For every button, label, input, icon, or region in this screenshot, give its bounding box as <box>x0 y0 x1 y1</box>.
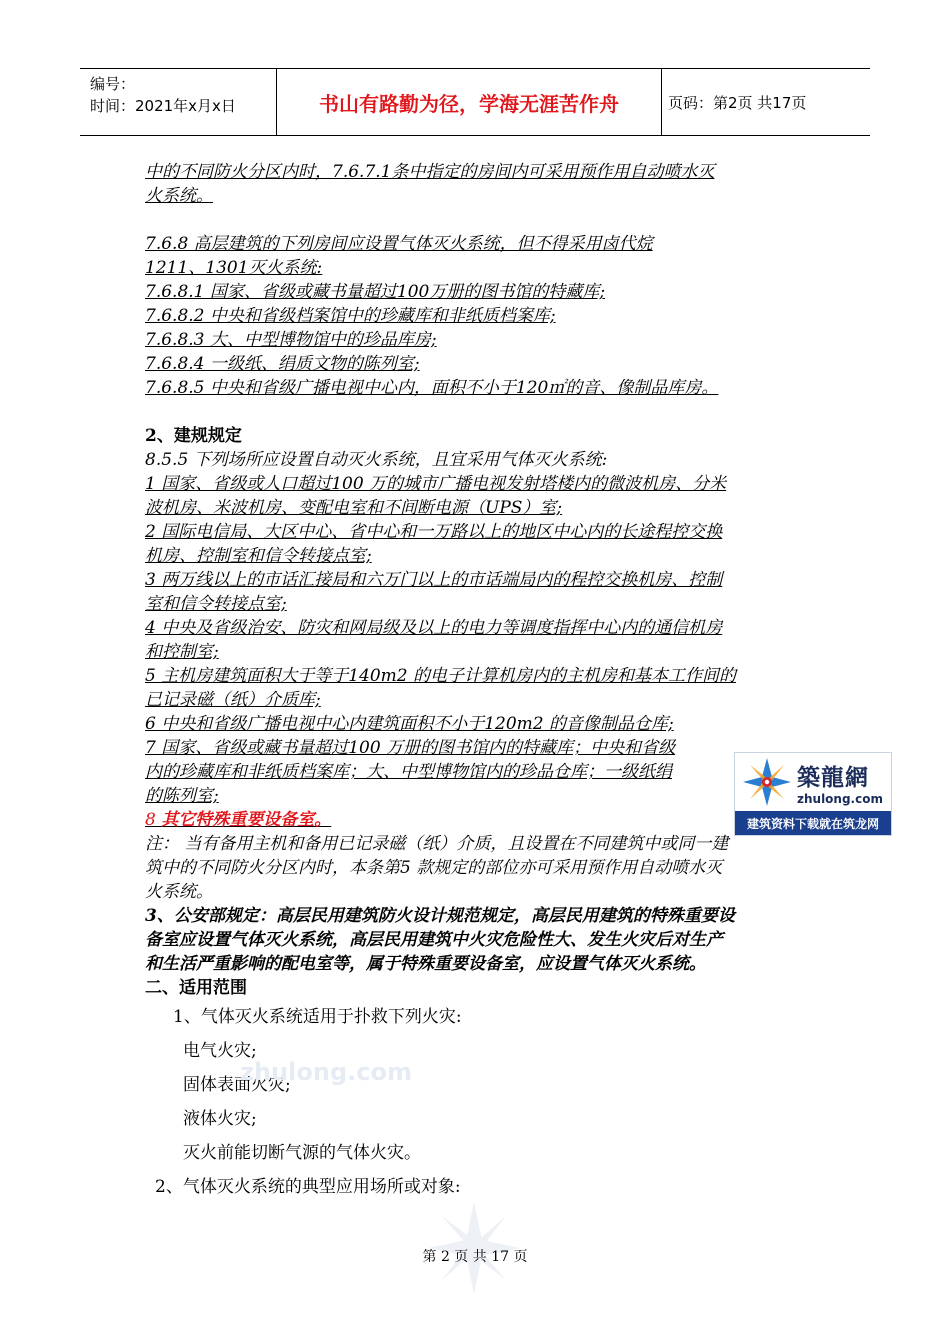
logo-en-text: zhulong.com <box>797 791 883 806</box>
item-8-text: 其它特殊重要设备室。 <box>161 810 332 830</box>
clause-line: 7.6.8.4 一级纸、绢质文物的陈列室; <box>145 354 420 374</box>
regulation-line: 备室应设置气体灭火系统，高层民用建筑中火灾危险性大、发生火灾后对生产 <box>145 930 723 950</box>
list-item: 和控制室; <box>145 642 219 662</box>
regulation-line: 3、公安部规定：高层民用建筑防火设计规范规定，高层民用建筑的特殊重要设 <box>145 906 735 926</box>
fire-type: 固体表面火灾; <box>183 1075 291 1095</box>
regulation-line: 和生活严重影响的配电室等，属于特殊重要设备室，应设置气体灭火系统。 <box>145 954 706 974</box>
item-8-number: 8 <box>145 810 162 830</box>
list-item: 4 中央及省级治安、防灾和网局级及以上的电力等调度指挥中心内的通信机房 <box>145 618 723 638</box>
page-header <box>80 68 870 136</box>
logo-text <box>797 759 883 806</box>
logo-cn-text: 築龍網 <box>797 764 869 791</box>
list-item: 5 主机房建筑面积大于等于140m2 的电子计算机房内的主机房和基本工作间的 <box>145 666 737 686</box>
clause-line: 7.6.8.5 中央和省级广播电视中心内，面积不小于120㎡的音、像制品库房。 <box>145 378 719 398</box>
document-time-label: 时间：2021年x月x日 <box>90 97 236 115</box>
scope-item-2: 2、气体灭火系统的典型应用场所或对象: <box>155 1177 461 1197</box>
fire-type: 电气火灾; <box>183 1041 257 1061</box>
clause-line: 7.6.8.2 中央和省级档案馆中的珍藏库和非纸质档案库; <box>145 306 556 326</box>
logo-top <box>735 753 891 811</box>
header-slogan: 书山有路勤为径，学海无涯苦作舟 <box>276 69 662 135</box>
body-line: 火系统。 <box>145 186 213 206</box>
body-line: 中的不同防火分区内时，7.6.7.1条中指定的房间内可采用预作用自动喷水灭 <box>145 162 715 182</box>
list-item: 内的珍藏库和非纸质档案库；大、中型博物馆内的珍品仓库；一级纸绢 <box>145 762 672 782</box>
list-item: 机房、控制室和信令转接点室; <box>145 546 372 566</box>
clause-line: 7.6.8 高层建筑的下列房间应设置气体灭火系统，但不得采用卤代烷 <box>145 234 653 254</box>
list-item-8 <box>145 808 805 832</box>
list-item: 室和信令转接点室; <box>145 594 287 614</box>
document-number-label: 编号： <box>90 75 136 93</box>
clause-line: 1211、1301灭火系统: <box>145 258 323 278</box>
list-item: 7 国家、省级或藏书量超过100 万册的图书馆内的特藏库；中央和省级 <box>145 738 676 758</box>
scope-title: 二、适用范围 <box>145 978 247 998</box>
note-line: 火系统。 <box>145 882 213 902</box>
clause-line: 7.6.8.3 大、中型博物馆中的珍品库房; <box>145 330 437 350</box>
header-page-info: 页码：第2页 共17页 <box>668 93 807 112</box>
list-item: 1 国家、省级或人口超过100 万的城市广播电视发射塔楼内的微波机房、分米 <box>145 474 727 494</box>
list-item: 6 中央和省级广播电视中心内建筑面积不小于120m2 的音像制品仓库; <box>145 714 674 734</box>
scope-item-1: 1、气体灭火系统适用于扑救下列火灾: <box>173 1007 462 1027</box>
list-item: 的陈列室; <box>145 786 219 806</box>
watermark-text: zhulong.com <box>240 1058 412 1086</box>
list-item: 2 国际电信局、大区中心、省中心和一万路以上的地区中心内的长途程控交换 <box>145 522 723 542</box>
note-line: 筑中的不同防火分区内时，本条第5 款规定的部位亦可采用预作用自动喷水灭 <box>145 858 723 878</box>
clause-intro: 8.5.5 下列场所应设置自动灭火系统，且宜采用气体灭火系统: <box>145 450 608 470</box>
note-line: 注： 当有备用主机和备用已记录磁（纸）介质，且设置在不同建筑中或同一建 <box>145 834 729 854</box>
list-item: 已记录磁（纸）介质库; <box>145 690 321 710</box>
logo-band: 建筑资料下载就在筑龙网 <box>735 811 891 835</box>
zhulong-logo[interactable] <box>734 752 892 836</box>
list-item: 3 两万线以上的市话汇接局和六万门以上的市话端局内的程控交换机房、控制 <box>145 570 723 590</box>
fire-type: 灭火前能切断气源的气体火灾。 <box>183 1143 421 1163</box>
section-title: 2、建规规定 <box>145 426 242 446</box>
document-body <box>145 160 805 1204</box>
header-left-cell <box>80 69 276 135</box>
clause-line: 7.6.8.1 国家、省级或藏书量超过100万册的图书馆的特藏库; <box>145 282 606 302</box>
page-footer: 第 2 页 共 17 页 <box>422 1249 528 1265</box>
snowflake-logo-icon <box>741 756 793 808</box>
fire-type: 液体火灾; <box>183 1109 257 1129</box>
list-item: 波机房、米波机房、变配电室和不间断电源（UPS）室; <box>145 498 563 518</box>
